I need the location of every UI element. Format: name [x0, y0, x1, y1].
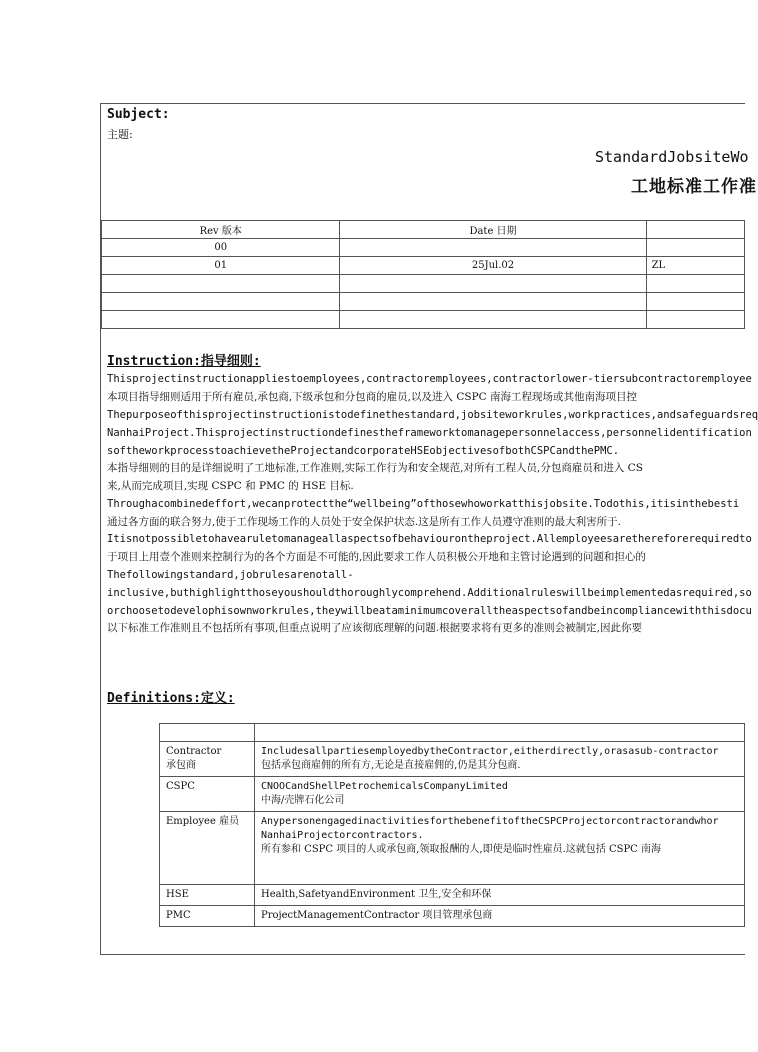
instruction-line: 来,从而完成项目,实现 CSPC 和 PMC 的 HSE 目标. [107, 480, 354, 492]
definition-line: AnypersonengagedinactivitiesforthebenefitoftheCSPCProjectorcontractorandwhor [261, 816, 719, 827]
definition-text [255, 742, 745, 777]
author-cell [646, 293, 744, 311]
term-text: HSE [166, 889, 189, 900]
instruction-line: 本指导细则的目的是详细说明了工地标准,工作准则,实际工作行为和安全规范,对所有工程人员,分包商雇员和进入 CS [107, 462, 643, 474]
instruction-line: softheworkprocesstoachievetheProjectandcorporateHSEobjectivesofbothCSPCandthePMC. [107, 445, 620, 457]
instruction-line: 于项目上用壹个准则来控制行为的各个方面是不可能的,因此要求工作人员积极公开地和主管讨论遇到的问题和担心的 [107, 551, 646, 563]
instruction-line: Thefollowingstandard,jobrulesarenotall- [107, 569, 354, 581]
term-text: PMC [166, 910, 191, 921]
table-row [102, 311, 745, 329]
definition-term [160, 742, 255, 777]
date-cell: 25Jul.02 [340, 257, 646, 275]
author-cell: ZL [646, 257, 744, 275]
subject-label: Subject: [107, 107, 170, 122]
table-row [102, 257, 745, 275]
subject-label-cn: 主题: [107, 128, 133, 141]
definition-term [160, 812, 255, 885]
definition-text [255, 906, 745, 927]
definition-line-cn: 中海/壳牌石化公司 [261, 795, 345, 806]
definition-line: Includesallpartiesemployedby​theContractor,eitherdirectly,orasasub-contractor [261, 746, 719, 757]
date-header: Date 日期 [340, 221, 646, 239]
instruction-line: Thepurposeofthisprojectinstructionistodefinethestandard,jobsiteworkrules,workpractices,andsafeguardsreq [107, 409, 758, 421]
author-cell [646, 275, 744, 293]
instruction-line: inclusive,buthighlightthoseyoushouldthoroughlycomprehend.Additionalruleswillbeimplementedasrequired,so [107, 587, 752, 599]
table-row [160, 777, 745, 812]
rev-cell: 00 [102, 239, 340, 257]
author-cell [646, 311, 744, 329]
document-title-cn: 工地标准工作准 [631, 177, 757, 197]
definition-line: ProjectManagementContractor 项目管理承包商 [261, 910, 493, 921]
instruction-line: NanhaiProject.Thisprojectinstructiondefinestheframeworktomanagepersonnelaccess,personnelidentification [107, 427, 752, 439]
instruction-line: 通过各方面的联合努力,使于工作现场工作的人员处于安全保护状态.这是所有工作人员遵守准则的最大利害所于. [107, 516, 622, 528]
author-cell [646, 239, 744, 257]
definition-line-cn: 所有参和 CSPC 项目的人或承包商,领取报酬的人,即使是临时性雇员.这就包括 CSPC 南海 [261, 844, 662, 855]
table-row [102, 275, 745, 293]
date-cell [340, 275, 646, 293]
date-cell [340, 293, 646, 311]
instruction-line: Throughacombinedeffort,wecanprotectthe“wellbeing”ofthosewhoworkatthisjobsite.Todothis,itisinthebesti [107, 498, 740, 510]
definition-term [160, 885, 255, 906]
table-row [160, 742, 745, 777]
definition-line: Health,SafetyandEnvironment 卫生,安全和环保 [261, 889, 492, 900]
document-title: StandardJobsiteWo [595, 148, 749, 166]
instruction-line: 以下标准工作准则且不包括所有事项,但重点说明了应该彻底理解的问题.根据要求将有更多的准则会被制定,因此你要 [107, 622, 643, 634]
instruction-line: 本项目指导细则适用于所有雇员,承包商,下级承包和分包商的雇员,以及进入 CSPC 南海工程现场或其他南海项目控 [107, 391, 638, 403]
definition-text [255, 885, 745, 906]
table-row [160, 906, 745, 927]
date-cell [340, 239, 646, 257]
rev-cell [102, 275, 340, 293]
definition-line: NanhaiProjectorcontractors. [261, 830, 424, 841]
term-text: Contractor [166, 746, 222, 757]
definition-term [160, 724, 255, 742]
definition-text [255, 812, 745, 885]
definition-term [160, 906, 255, 927]
term-text-cn: 承包商 [166, 760, 196, 771]
revision-header-row [102, 221, 745, 239]
table-row [102, 293, 745, 311]
definitions-heading: Definitions:定义: [107, 691, 235, 706]
definition-line: CNOOCandShellPetrochemicalsCompanyLimited [261, 781, 508, 792]
table-row [160, 885, 745, 906]
instruction-line: Thisprojectinstructionappliestoemployees,contractoremployees,contractorlower-tiersubcontractoremployee [107, 373, 752, 385]
definitions-table [159, 723, 745, 927]
table-row [102, 239, 745, 257]
definition-line-cn: 包括承包商雇佣的所有方,无论是直接雇佣的,仍是其分包商. [261, 760, 521, 771]
rev-header: Rev 版本 [102, 221, 340, 239]
table-row [160, 724, 745, 742]
instruction-heading: Instruction:指导细则: [107, 354, 261, 369]
rev-cell [102, 311, 340, 329]
instruction-line: orchoosetodevelophisownworkrules,theywillbeataminimumcoveralltheaspectsofandbeincompliancewiththisdocu [107, 605, 752, 617]
rev-cell: 01 [102, 257, 340, 275]
definition-term [160, 777, 255, 812]
instruction-line: Itisnotpossibletohavearuletomanageallaspectsofbehaviourontheproject.Allemployeesarethereforerequiredto [107, 533, 752, 545]
rev-cell [102, 293, 340, 311]
third-header [646, 221, 744, 239]
definition-text [255, 724, 745, 742]
definition-text [255, 777, 745, 812]
term-text: Employee 雇员 [166, 816, 240, 827]
document-frame [100, 103, 758, 955]
term-text: CSPC [166, 781, 195, 792]
date-cell [340, 311, 646, 329]
revision-table [101, 220, 745, 329]
table-row [160, 812, 745, 885]
